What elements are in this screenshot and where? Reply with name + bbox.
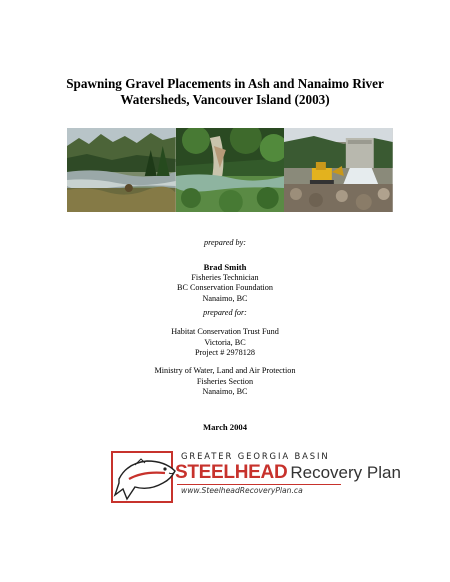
document-title (40, 76, 410, 107)
recipient-block-2 (60, 366, 390, 398)
author-name: Brad Smith (203, 262, 247, 272)
recipient-1-name: Habitat Conservation Trust Fund (171, 327, 279, 336)
logo-steelhead-word: STEELHEAD (175, 462, 288, 483)
author-organization: BC Conservation Foundation (177, 283, 273, 293)
logo-divider (177, 484, 341, 485)
recipient-2-location: Nanaimo, BC (202, 387, 248, 397)
recipient-block-1 (60, 327, 390, 359)
river-photo (67, 128, 176, 212)
prepared-by-label: prepared by: (204, 238, 246, 247)
recipient-2-section: Fisheries Section (196, 376, 254, 386)
title-line-2: Watersheds, Vancouver Island (2003) (120, 91, 330, 107)
steelhead-recovery-plan-logo (111, 449, 401, 507)
steelhead-fish-icon (113, 449, 183, 507)
logo-recovery-plan-words: Recovery Plan (290, 463, 401, 482)
recipient-2-name: Ministry of Water, Land and Air Protection (154, 366, 296, 375)
author-location: Nanaimo, BC (202, 293, 248, 303)
recipient-1-location: Victoria, BC (204, 337, 246, 347)
author-role: Fisheries Technician (191, 272, 259, 282)
prepared-for-label: prepared for: (203, 308, 247, 317)
recipient-1-project: Project # 2978128 (194, 348, 256, 358)
author-block (60, 262, 390, 304)
logo-url: www.SteelheadRecoveryPlan.ca (181, 486, 303, 495)
dam-excavator-photo (284, 128, 393, 212)
forest-creek-photo (176, 128, 285, 212)
document-date: March 2004 (203, 422, 247, 432)
logo-main-text (175, 462, 401, 483)
photo-strip (67, 128, 393, 212)
logo-top-text: GREATER GEORGIA BASIN (181, 451, 330, 461)
title-line-1: Spawning Gravel Placements in Ash and Nanaimo River (66, 76, 384, 91)
